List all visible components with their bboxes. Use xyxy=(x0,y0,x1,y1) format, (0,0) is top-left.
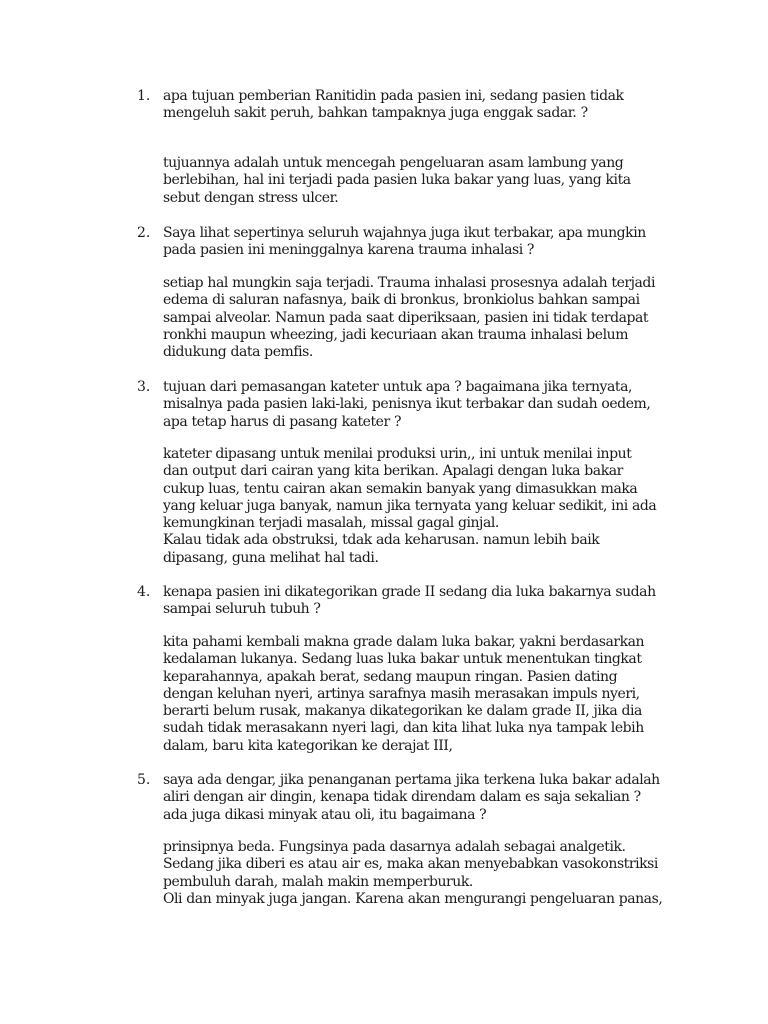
answer-line: cukup luas, tentu cairan akan semakin banyak yang dimasukkan maka xyxy=(163,480,638,497)
answer-line: prinsipnya beda. Fungsinya pada dasarnya adalah sebagai analgetik. xyxy=(163,839,626,855)
answer-line: dipasang, guna melihat hal tadi. xyxy=(163,549,379,566)
answer-line: dalam, baru kita kategorikan ke derajat III, xyxy=(163,737,453,754)
answer-line: berlebihan, hal ini terjadi pada pasien luka bakar yang luas, yang kita xyxy=(163,172,631,189)
item-number: 2. xyxy=(137,225,151,241)
answer-line: Sedang jika diberi es atau air es, maka akan menyebabkan vasokonstriksi xyxy=(163,856,658,873)
question-line: kenapa pasien ini dikategorikan grade II sedang dia luka bakarnya sudah xyxy=(163,584,656,600)
answer-text xyxy=(163,446,663,567)
answer-line: sampai alveolar. Namun pada saat diperiksaan, pasien ini tidak terdapat xyxy=(163,309,649,326)
answer-line: edema di saluran nafasnya, baik di bronkus, bronkiolus bahkan sampai xyxy=(163,292,640,309)
question-text xyxy=(163,379,663,431)
question-line: ada juga dikasi minyak atau oli, itu bagaimana ? xyxy=(163,806,487,823)
question-line: misalnya pada pasien laki-laki, penisnya ikut terbakar dan sudah oedem, xyxy=(163,396,651,413)
answer-line: kedalaman lukanya. Sedang luas luka bakar untuk menentukan tingkat xyxy=(163,651,642,668)
question-line: Saya lihat sepertinya seluruh wajahnya juga ikut terbakar, apa mungkin xyxy=(163,225,646,241)
answer-line: sudah tidak merasakann nyeri lagi, dan kita lihat luka nya tampak lebih xyxy=(163,720,644,737)
answer-text xyxy=(163,839,663,908)
item-number: 5. xyxy=(137,772,151,788)
question-text xyxy=(163,88,663,123)
answer-line: Kalau tidak ada obstruksi, tdak ada keharusan. namun lebih baik xyxy=(163,532,600,549)
answer-line: dan output dari cairan yang kita berikan. Apalagi dengan luka bakar xyxy=(163,463,623,480)
answer-line: ronkhi maupun wheezing, jadi kecuriaan akan trauma inhalasi belum xyxy=(163,326,629,343)
answer-text xyxy=(163,634,663,755)
question-line: tujuan dari pemasangan kateter untuk apa ? bagaimana jika ternyata, xyxy=(163,379,632,395)
item-number: 1. xyxy=(137,88,151,104)
answer-text xyxy=(163,275,663,361)
answer-line: tujuannya adalah untuk mencegah pengeluaran asam lambung yang xyxy=(163,155,624,171)
answer-line: kemungkinan terjadi masalah, missal gagal ginjal. xyxy=(163,515,499,532)
answer-line: Oli dan minyak juga jangan. Karena akan mengurangi pengeluaran panas, xyxy=(163,890,663,907)
question-line: aliri dengan air dingin, kenapa tidak direndam dalam es saja sekalian ? xyxy=(163,789,641,806)
answer-line: didukung data pemfis. xyxy=(163,344,313,361)
item-number: 3. xyxy=(137,379,151,395)
answer-line: pembuluh darah, malah makin memperburuk. xyxy=(163,873,473,890)
answer-line: kita pahami kembali makna grade dalam luka bakar, yakni berdasarkan xyxy=(163,634,645,650)
answer-line: setiap hal mungkin saja terjadi. Trauma inhalasi prosesnya adalah terjadi xyxy=(163,275,655,291)
question-text xyxy=(163,584,663,619)
answer-line: sebut dengan stress ulcer. xyxy=(163,189,339,206)
question-line: saya ada dengar, jika penanganan pertama jika terkena luka bakar adalah xyxy=(163,772,660,788)
answer-line: kateter dipasang untuk menilai produksi urin,, ini untuk menilai input xyxy=(163,446,632,462)
item-number: 4. xyxy=(137,584,151,600)
answer-line: keparahannya, apakah berat, sedang maupun ringan. Pasien dating xyxy=(163,668,618,685)
question-line: mengeluh sakit peruh, bahkan tampaknya juga enggak sadar. ? xyxy=(163,105,588,122)
answer-line: yang keluar juga banyak, namun jika ternyata yang keluar sedikit, ini ada xyxy=(163,497,657,514)
answer-text xyxy=(163,155,663,207)
question-text xyxy=(163,225,663,260)
question-text xyxy=(163,772,663,824)
question-line: apa tetap harus di pasang kateter ? xyxy=(163,413,402,430)
answer-line: berarti belum rusak, makanya dikategorikan ke dalam grade II, jika dia xyxy=(163,703,642,720)
answer-line: dengan keluhan nyeri, artinya sarafnya masih merasakan impuls nyeri, xyxy=(163,685,640,702)
question-line: pada pasien ini meninggalnya karena trauma inhalasi ? xyxy=(163,242,534,259)
question-line: sampai seluruh tubuh ? xyxy=(163,601,321,618)
question-line: apa tujuan pemberian Ranitidin pada pasien ini, sedang pasien tidak xyxy=(163,88,624,104)
